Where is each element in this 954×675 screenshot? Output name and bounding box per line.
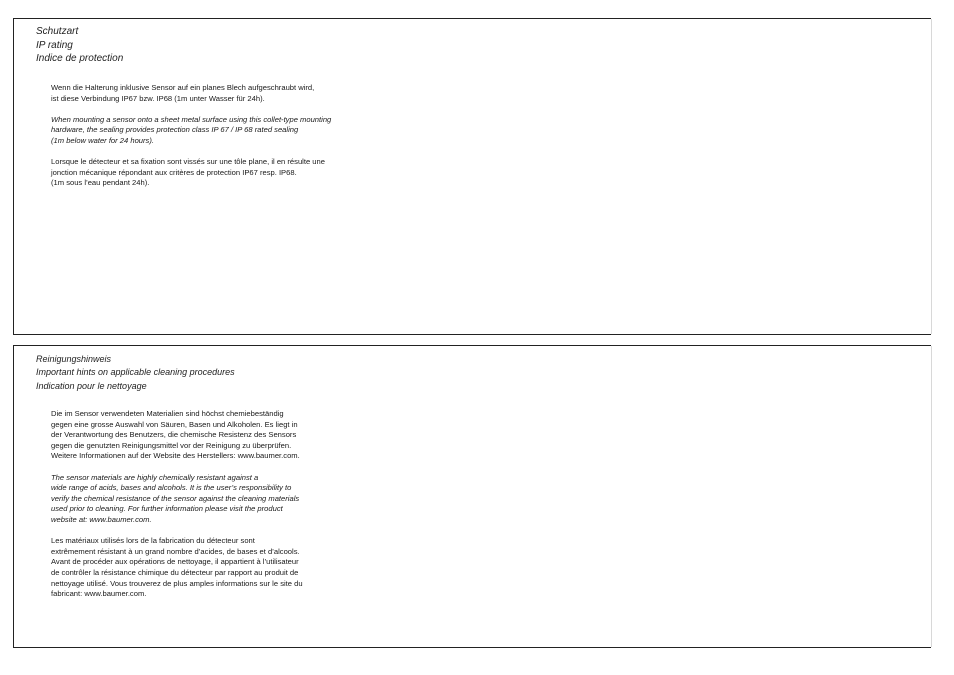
text-line: gegen die genutzten Reinigungsmittel vor der Reinigung zu überprüfen. xyxy=(51,440,292,450)
text-line: (1m sous l’eau pendant 24h). xyxy=(51,178,150,188)
paragraph-de xyxy=(51,83,331,104)
heading-line-fr: Indication pour le nettoyage xyxy=(36,380,147,391)
ip-rating-section xyxy=(13,18,931,335)
text-line: Weitere Informationen auf der Website des Herstellers: www.baumer.com. xyxy=(51,451,300,461)
text-line: (1m below water for 24 hours). xyxy=(51,135,154,145)
ip-rating-heading xyxy=(36,25,123,66)
paragraph-en xyxy=(51,115,331,147)
text-line: ist diese Verbindung IP67 bzw. IP68 (1m unter Wasser für 24h). xyxy=(51,93,265,103)
paragraph-fr xyxy=(51,157,331,189)
text-line: Wenn die Halterung inklusive Sensor auf ein planes Blech aufgeschraubt wird, xyxy=(51,83,315,92)
text-line: nettoyage utilisé. Vous trouverez de plus amples informations sur le site du xyxy=(51,578,303,588)
text-line: fabricant: www.baumer.com. xyxy=(51,589,147,599)
text-line: website at: www.baumer.com. xyxy=(51,514,152,524)
heading-line-de: Schutzart xyxy=(36,26,79,37)
text-line: Die im Sensor verwendeten Materialien sind höchst chemiebeständig xyxy=(51,409,284,418)
text-line: extrêmement résistant à un grand nombre d’acides, de bases et d’alcools. xyxy=(51,546,300,556)
text-line: gegen eine grosse Auswahl von Säuren, Basen und Alkoholen. Es liegt in xyxy=(51,419,298,429)
paragraph-fr xyxy=(51,536,303,600)
text-line: der Verantwortung des Benutzers, die chemische Resistenz des Sensors xyxy=(51,430,297,440)
heading-line-en: IP rating xyxy=(36,39,73,51)
heading-line-fr: Indice de protection xyxy=(36,53,124,64)
text-line: used prior to cleaning. For further information please visit the product xyxy=(51,504,283,514)
cleaning-heading xyxy=(36,353,235,393)
section-right-edge xyxy=(931,19,932,334)
cleaning-section xyxy=(13,345,931,648)
section-right-edge xyxy=(931,346,932,647)
text-line: hardware, the sealing provides protection class IP 67 / IP 68 rated sealing xyxy=(51,125,299,135)
text-line: jonction mécanique répondant aux critères de protection IP67 resp. IP68. xyxy=(51,167,297,177)
paragraph-en xyxy=(51,473,303,526)
text-line: wide range of acids, bases and alcohols. It is the user’s responsibility to xyxy=(51,483,292,493)
text-line: The sensor materials are highly chemically resistant against a xyxy=(51,472,259,482)
heading-line-en: Important hints on applicable cleaning procedures xyxy=(36,367,235,378)
text-line: de contrôler la résistance chimique du détecteur par rapport au produit de xyxy=(51,567,299,577)
text-line: Avant de procéder aux opérations de nettoyage, il appartient à l’utilisateur xyxy=(51,557,299,567)
heading-line-de: Reinigungshinweis xyxy=(36,354,112,364)
ip-rating-body xyxy=(51,83,331,189)
text-line: Lorsque le détecteur et sa fixation sont vissés sur une tôle plane, il en résulte une xyxy=(51,157,325,167)
text-line: Les matériaux utilisés lors de la fabrication du détecteur sont xyxy=(51,536,255,546)
paragraph-de xyxy=(51,409,303,462)
cleaning-body xyxy=(51,409,303,600)
text-line: verify the chemical resistance of the sensor against the cleaning materials xyxy=(51,493,300,503)
text-line: When mounting a sensor onto a sheet metal surface using this collet-type mounting xyxy=(51,114,332,124)
